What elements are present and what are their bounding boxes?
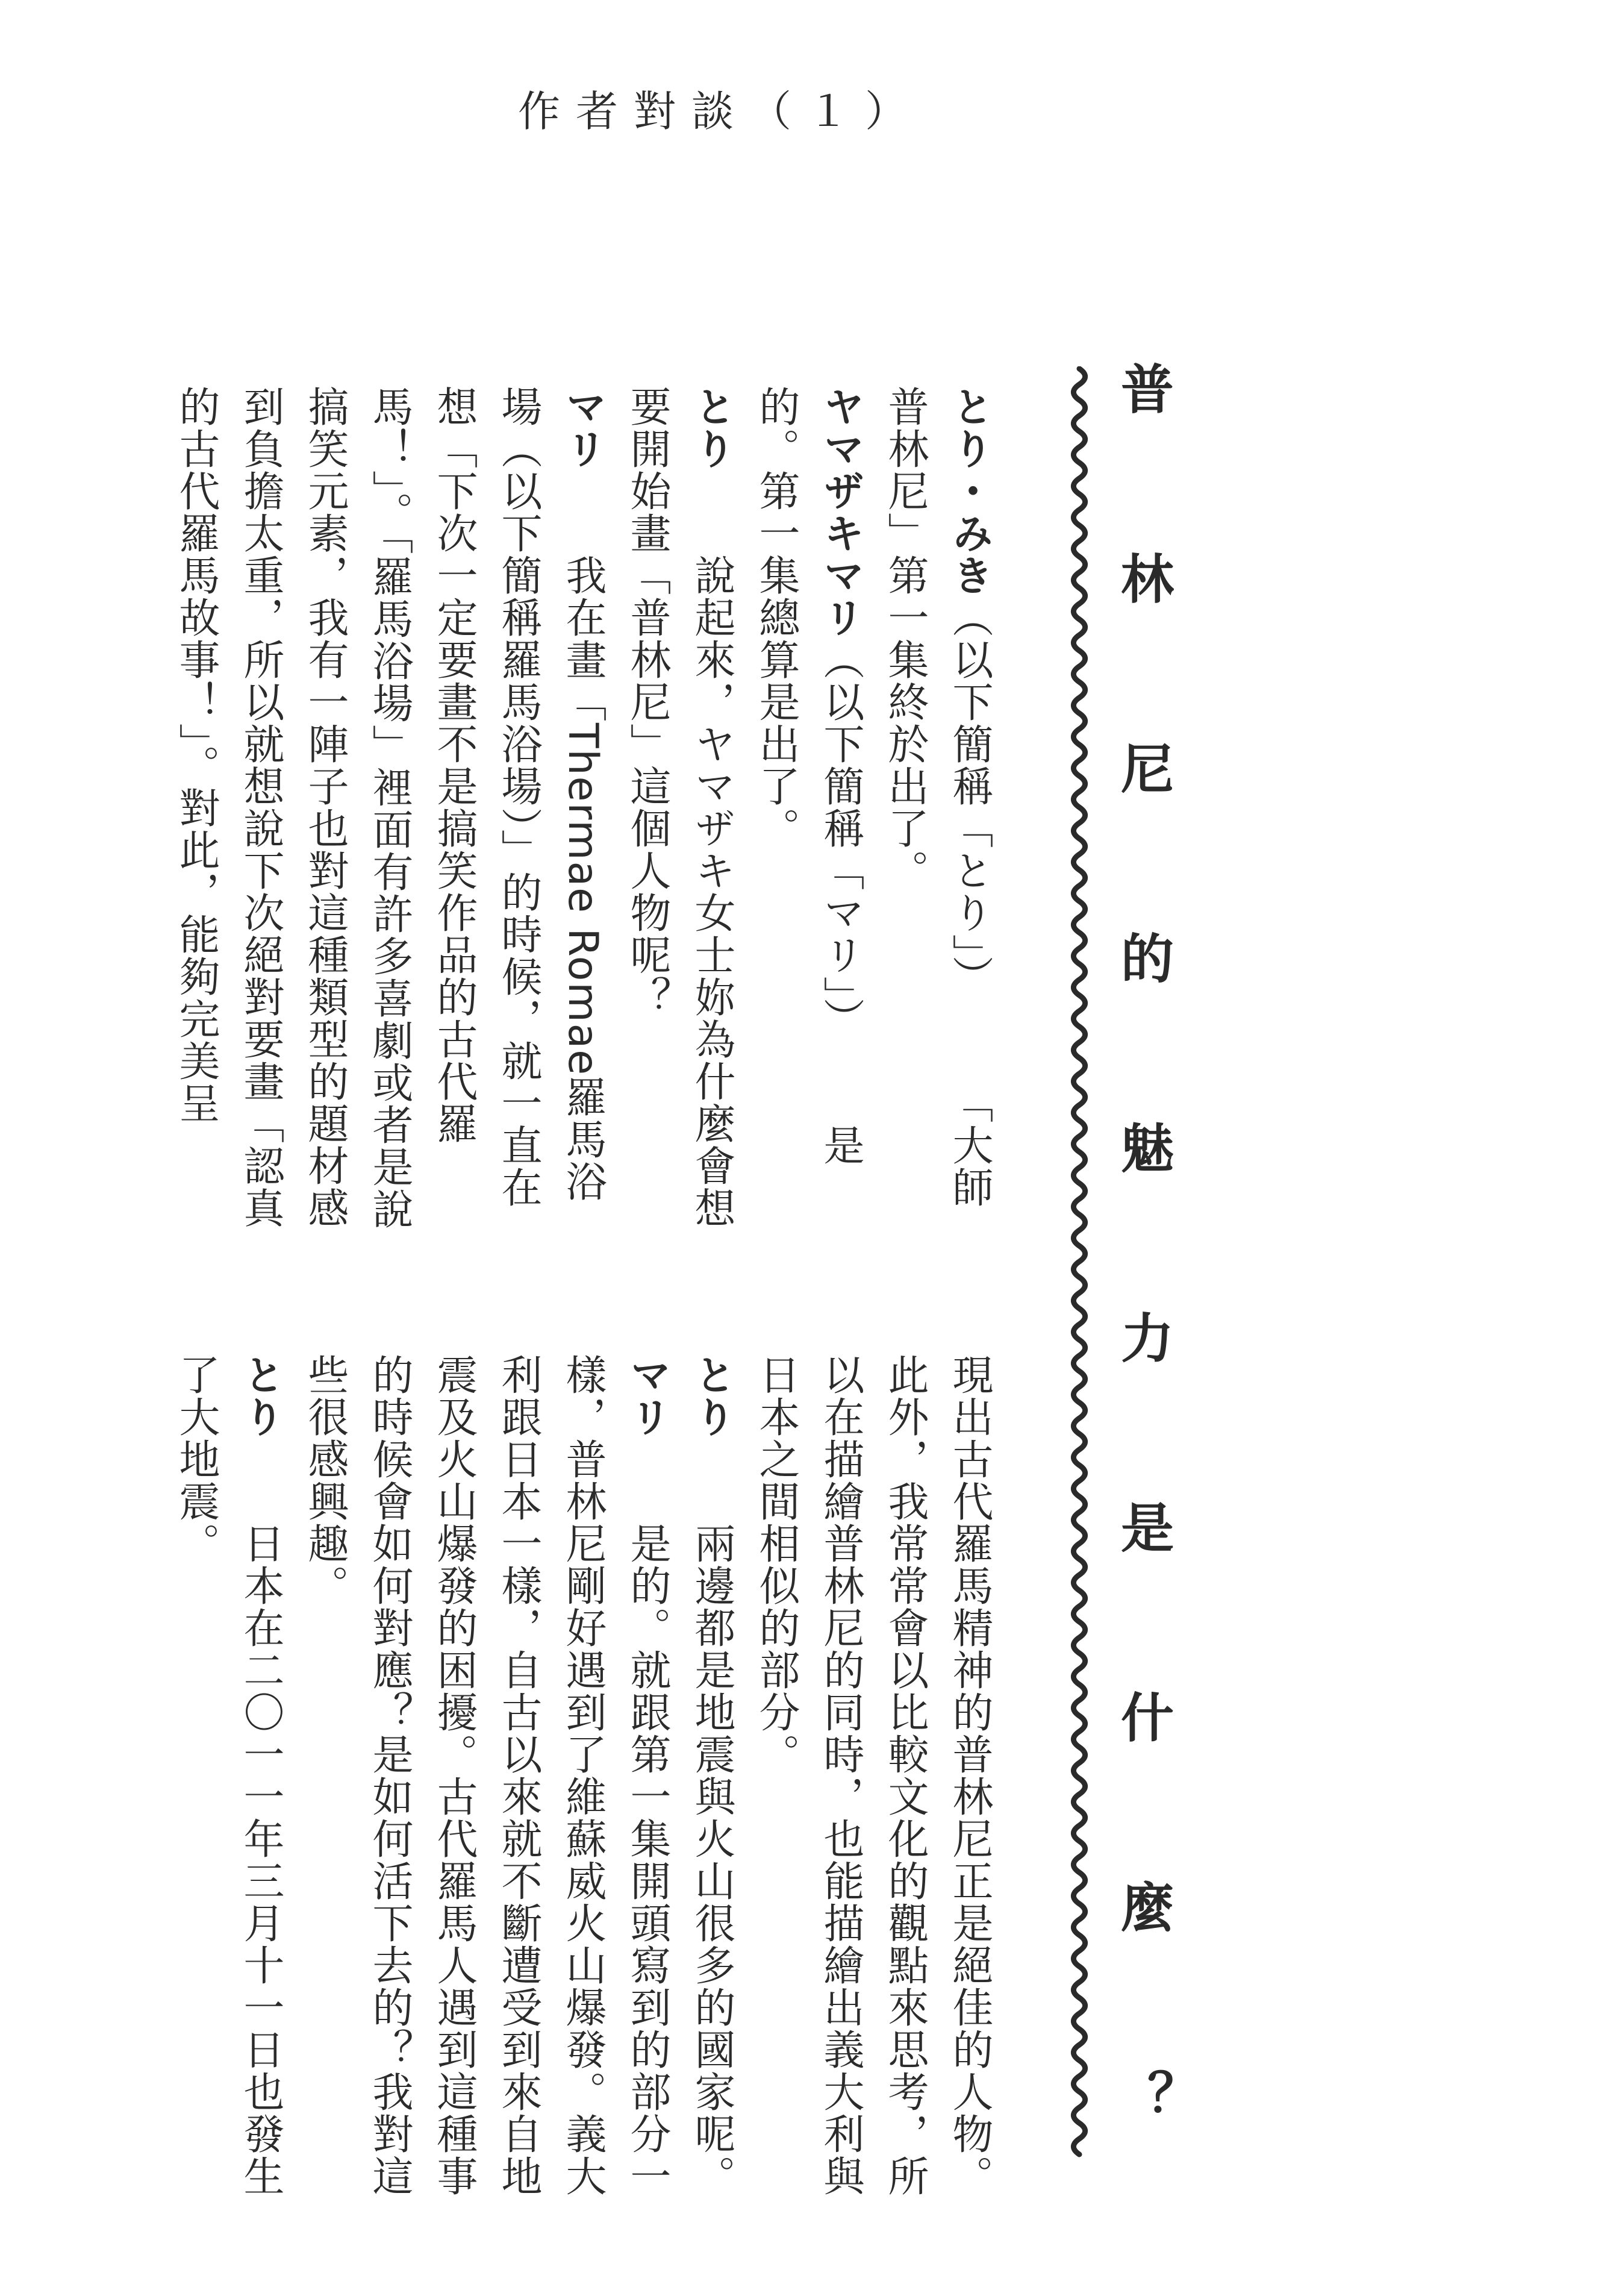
dialogue-text: 是的。第一集總算是出了。 <box>752 386 864 1166</box>
spacer <box>711 470 712 554</box>
dialogue-paragraph <box>615 386 744 1235</box>
dialogue-text: 現出古代羅馬精神的普林尼正是絕佳的人物。此外，我常常會以比較文化的觀點來思考，所以在描繪普林尼的同時，也能描繪出義大利與日本之間相似的部分。 <box>752 1354 993 2197</box>
speaker-name: マリ <box>623 1354 671 1438</box>
body-text-upper-tier <box>164 386 1002 1235</box>
dialogue-paragraph <box>873 386 1002 1235</box>
dialogue-paragraph <box>679 1354 744 2203</box>
dialogue-paragraph <box>164 386 615 1235</box>
dialogue-text: 是的。就跟第一集開頭寫到的部分一樣，普林尼剛好遇到了維蘇威火山爆發。義大利跟日本一樣，自古以來就不斷遭受到來自地震及火山爆發的困擾。古代羅馬人遇到這種事的時候會如何對應？是如何活下去的？我對這些很感興趣。 <box>301 1354 671 2197</box>
dialogue-paragraph <box>164 1354 293 2203</box>
spacer <box>260 1438 261 1522</box>
section-heading: 普林尼的魅力是什麼？ <box>1112 361 1175 2259</box>
dialogue-text: 「大師普林尼」第一集終於出了。 <box>881 386 993 1209</box>
page-title: 作者對談（１） <box>518 87 923 136</box>
dialogue-paragraph <box>744 386 873 1235</box>
dialogue-text: 說起來，ヤマザキ女士妳為什麼會想要開始畫「普林尼」這個人物呢？ <box>623 386 735 1229</box>
dialogue-text: 兩邊都是地震與火山很多的國家呢。 <box>688 1522 735 2197</box>
spacer <box>711 1438 712 1522</box>
dialogue-paragraph <box>293 1354 679 2203</box>
speaker-note: （以下簡稱「マリ」） <box>817 639 864 1040</box>
body-text-lower-tier <box>164 1354 1002 2203</box>
spacer <box>840 1040 841 1124</box>
speaker-name: とり <box>688 386 735 470</box>
speaker-note: （以下簡稱「とり」） <box>946 596 993 998</box>
speaker-name: ヤマザキマリ <box>817 386 864 639</box>
dialogue-text: 我在畫「Thermae Romae羅馬浴場（以下簡稱羅馬浴場）」的時候，就一直在想「下次一定要畫不是搞笑作品的古代羅馬！」。「羅馬浴場」裡面有許多喜劇或者是說搞笑元素，我有一陣子也對這種類型的題材感到負擔太重，所以就想說下次絕對要畫「認真的古代羅馬故事！」。對此，能夠完美呈 <box>172 386 607 1230</box>
dialogue-paragraph-continued <box>744 1354 1002 2203</box>
speaker-name: とり <box>688 1354 735 1438</box>
dialogue-text: 日本在二〇一一年三月十一日也發生了大地震。 <box>172 1354 284 2197</box>
speaker-name: とり <box>237 1354 284 1438</box>
spacer <box>582 470 583 554</box>
spacer <box>969 998 970 1082</box>
speaker-name: マリ <box>559 386 607 470</box>
wavy-rule-divider <box>1067 366 1091 2168</box>
speaker-name: とり・みき <box>946 386 993 596</box>
